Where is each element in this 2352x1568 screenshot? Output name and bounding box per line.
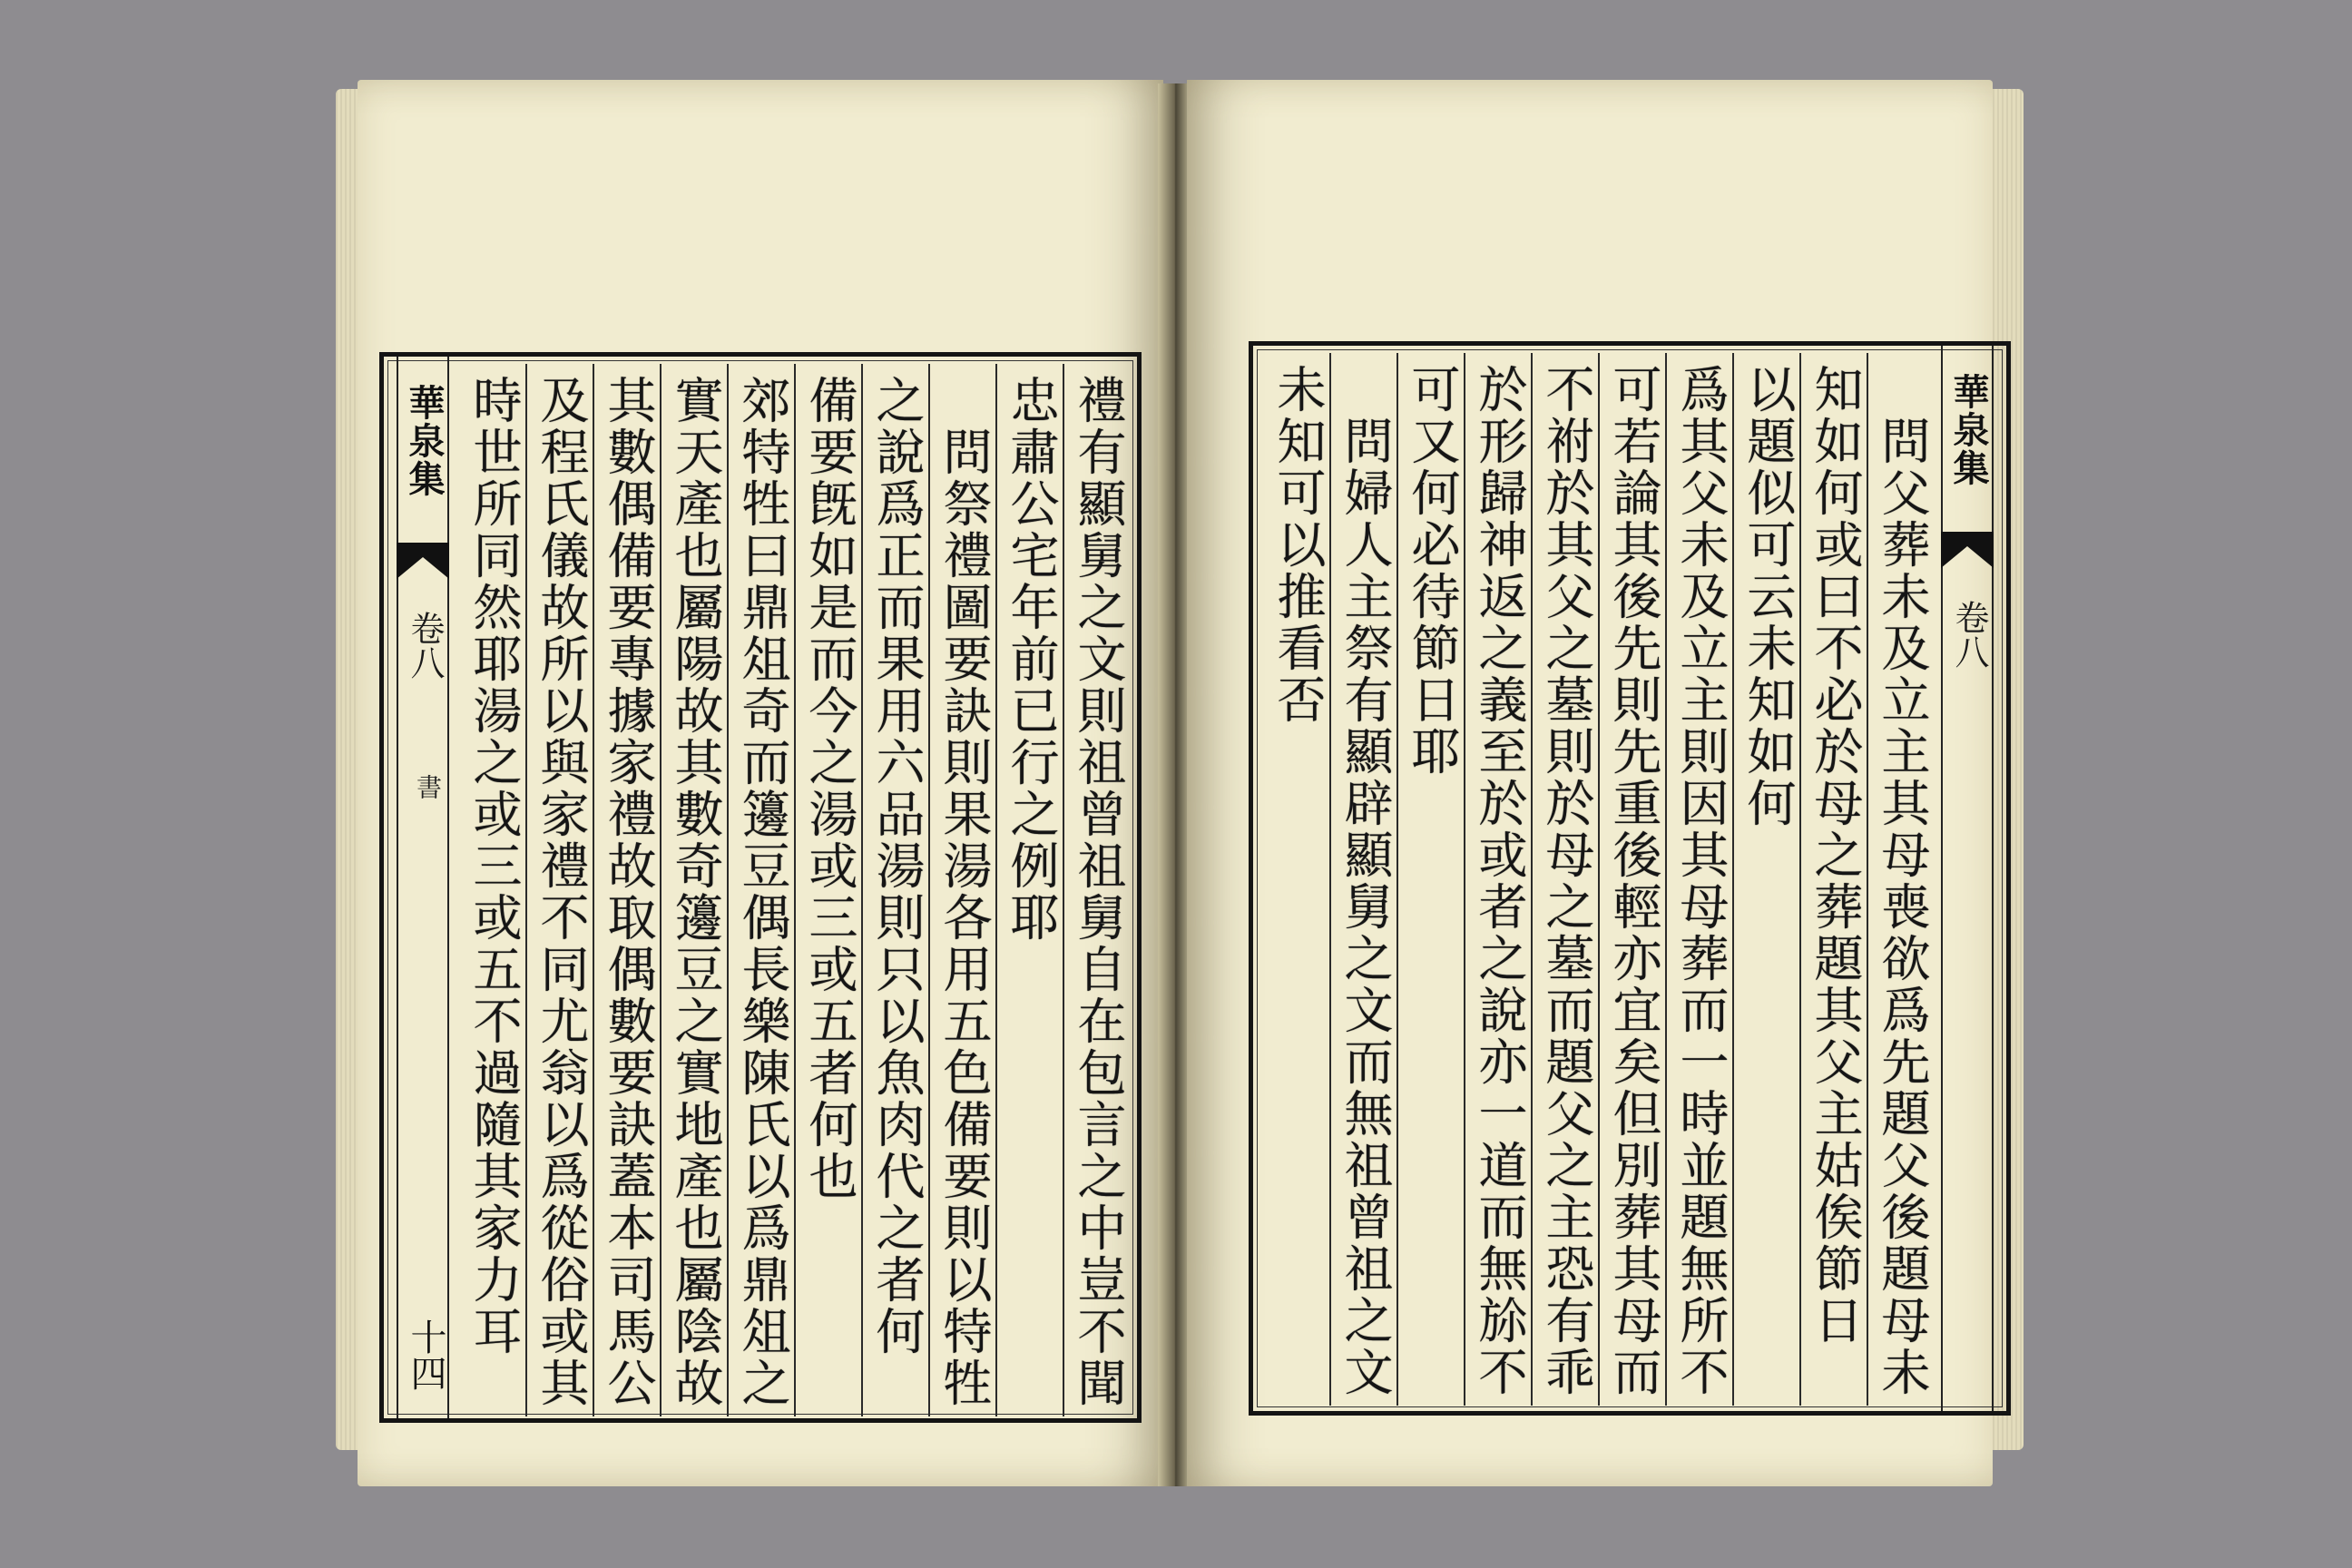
open-book	[336, 71, 2024, 1504]
text-column: 時世所同然耶湯之或三或五不過隨其家力耳	[466, 375, 523, 1357]
banxin-page-number: 十四	[405, 1318, 446, 1391]
column-rule	[1464, 353, 1465, 1406]
column-rule	[1665, 353, 1667, 1406]
text-column: 問父葬未及立主其母喪欲爲先題父後題母未	[1874, 364, 1931, 1398]
column-rule	[1063, 364, 1064, 1416]
text-column: 不祔於其父之墓則於母之墓而題父之主恐有乖	[1538, 364, 1595, 1398]
column-rule	[1598, 353, 1600, 1406]
column-rule	[928, 364, 930, 1416]
fishtail-mark-icon	[1941, 532, 1994, 568]
text-column: 禮有顯舅之文則祖曾祖舅自在包言之中豈不聞	[1070, 375, 1127, 1409]
fishtail-mark-icon	[397, 543, 449, 579]
text-column: 知如何或曰不必於母之葬題其父主姑俟節日	[1807, 364, 1864, 1347]
left-page	[358, 80, 1163, 1486]
text-column: 實天產也屬陽故其數奇籩豆之實地產也屬陰故	[667, 375, 724, 1409]
banxin-center-strip	[397, 357, 449, 1418]
column-rule	[660, 364, 662, 1416]
column-rule	[861, 364, 863, 1416]
text-column: 問婦人主祭有顯辟顯舅之文而無祖曾祖之文	[1337, 364, 1394, 1398]
banxin-category: 書	[413, 774, 443, 799]
column-rule	[1531, 353, 1533, 1406]
column-rule	[1799, 353, 1801, 1406]
text-column: 可若論其後先則先重後輕亦宜矣但別葬其母而	[1605, 364, 1662, 1398]
banxin-title: 華泉集	[1947, 373, 1990, 487]
text-column: 未知可以推看否	[1269, 364, 1327, 726]
column-rule	[1329, 353, 1331, 1406]
column-rule	[727, 364, 729, 1416]
banxin-volume: 卷八	[405, 611, 445, 680]
column-rule	[995, 364, 997, 1416]
column-rule	[1867, 353, 1868, 1406]
right-page-frame	[1249, 341, 2011, 1416]
banxin-center-strip	[1941, 346, 1994, 1411]
text-column: 及程氏儀故所以與家禮不同尤翁以爲從俗或其	[533, 375, 590, 1409]
text-column: 之說爲正而果用六品湯則只以魚肉代之者何	[868, 375, 926, 1357]
text-column: 郊特牲曰鼎俎奇而籩豆偶長樂陳氏以爲鼎俎之	[734, 375, 791, 1409]
column-rule	[525, 364, 527, 1416]
left-page-frame	[379, 352, 1142, 1423]
text-column: 爲其父未及立主則因其母葬而一時並題無所不	[1672, 364, 1730, 1398]
text-column: 備要旣如是而今之湯或三或五者何也	[801, 375, 858, 1202]
banxin-volume: 卷八	[1949, 600, 1989, 669]
text-column: 忠肅公宅年前已行之例耶	[1003, 375, 1060, 944]
column-rule	[593, 364, 594, 1416]
text-column: 於形歸神返之義至於或者之說亦一道而無㫆不	[1471, 364, 1528, 1398]
column-rule	[1732, 353, 1734, 1406]
text-column: 問祭禮圖要訣則果湯各用五色備要則以特牲	[936, 375, 993, 1409]
column-rule	[794, 364, 796, 1416]
text-column: 其數偶備要專據家禮故取偶數要訣蓋本司馬公	[600, 375, 657, 1409]
text-column: 可又何必待節日耶	[1404, 364, 1461, 778]
text-column: 以題似可云未知如何	[1740, 364, 1797, 829]
column-rule	[1396, 353, 1398, 1406]
banxin-title: 華泉集	[403, 384, 446, 498]
right-page	[1187, 80, 1993, 1486]
